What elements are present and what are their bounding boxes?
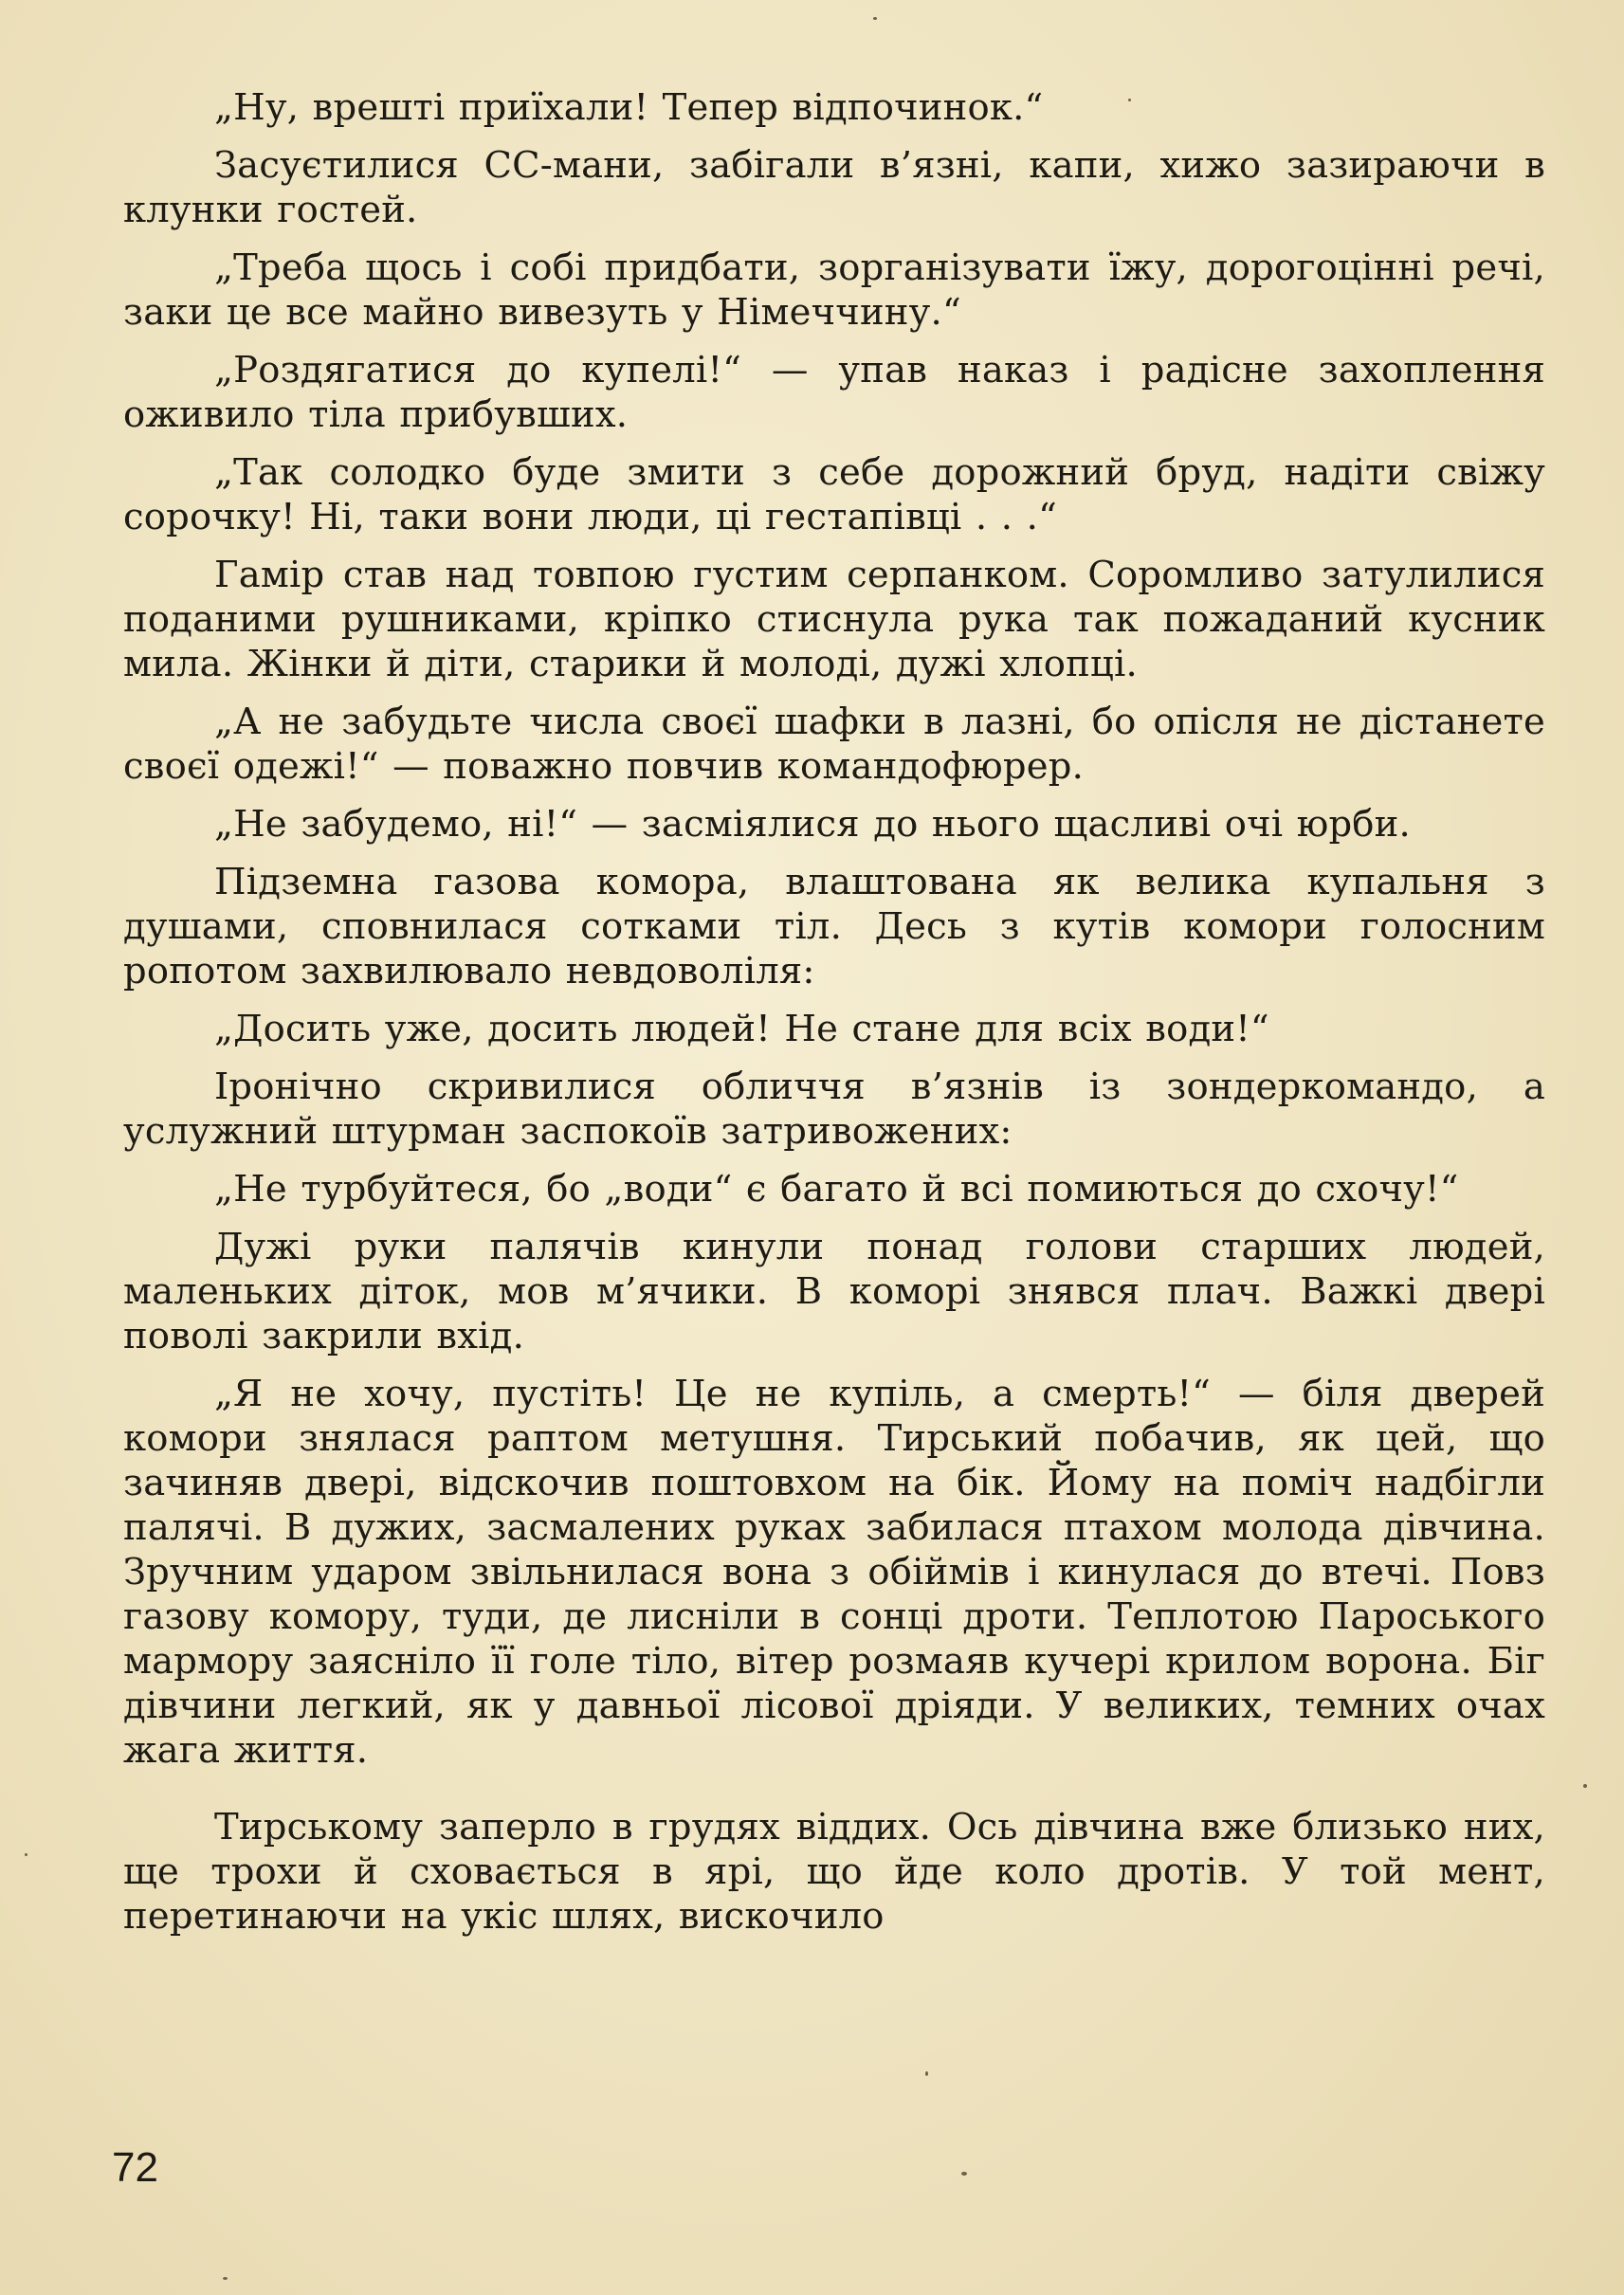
paper-speck [1583,1784,1587,1788]
paper-speck [961,2172,967,2176]
paragraph: Дужі руки палячів кинули понад голови старших людей, маленьких діток, мов м’ячики. В коморі знявся плач. Важкі двері поволі закрили вхід. [123,1226,1545,1357]
body-text [123,85,1545,1952]
paragraph: Засуєтилися СС-мани, забігали в’язні, капи, хижо зазираючи в клунки гостей. [123,144,1545,231]
paragraph: „Не турбуйтеся, бо „води“ є багато й всі помиються до схочу!“ [214,1168,1459,1211]
paragraph: Іронічно скривилися обличчя в’язнів із зондеркомандо, а услужний штурман заспокоїв затривожених: [123,1066,1545,1153]
paragraph: Тирському заперло в грудях віддих. Ось дівчина вже близько них, ще трохи й сховається в ярі, що йде коло дротів. У той мент, перетинаючи на укіс шлях, вискочило [123,1806,1545,1938]
paragraph: „А не забудьте числа своєї шафки в лазні, бо опісля не дістанете своєї одежі!“ — поважно повчив командофюрер. [123,701,1545,788]
paper-speck [925,2071,928,2076]
paragraph: „Так солодко буде змити з себе дорожний бруд, надіти свіжу сорочку! Ні, таки вони люди, ці гестапівці . . .“ [123,451,1545,538]
paragraph: „Треба щось і собі придбати, зорганізувати їжу, дорогоцінні речі, заки це все майно вивезуть у Німеччину.“ [123,246,1545,334]
paragraph: „Роздягатися до купелі!“ — упав наказ і радісне захоплення оживило тіла прибувших. [123,349,1545,436]
paper-speck [25,1853,27,1856]
paragraph: „Досить уже, досить людей! Не стане для всіх води!“ [214,1008,1269,1050]
paragraph: „Я не хочу, пустіть! Це не купіль, а смерть!“ — біля дверей комори знялася раптом метушня. Тирський побачив, як цей, що зачиняв двері, відскочив поштовхом на бік. Йому на поміч надбігли палячі. В дужих, засмалених руках забилася птахом молода дівчина. Зручним ударом звільнилася вона з обіймів і кинулася до втечі. Повз газову комору, туди, де лисніли в сонці дроти. Теплотою Пароського мармору заясніло її голе тіло, вітер розмаяв кучері крилом ворона. Біг дівчини легкий, як у давньої лісової дріяди. У великих, темних очах жага життя. [123,1373,1545,1772]
paragraph: Гамір став над товпою густим серпанком. Соромливо затулилися поданими рушниками, кріпко стиснула рука так пожаданий кусник мила. Жінки й діти, старики й молоді, дужі хлопці. [123,554,1545,685]
page-number: 72 [112,2144,158,2191]
paper-speck [223,2277,228,2280]
paragraph: „Не забудемо, ні!“ — засміялися до нього щасливі очі юрби. [214,803,1411,846]
paragraph: Підземна газова комора, влаштована як велика купальня з душами, сповнилася сотками тіл. Десь з кутів комори голосним ропотом захвилювало невдоволіля: [123,861,1545,993]
paper-speck [1128,99,1131,101]
paper-speck [873,17,877,20]
paragraph: „Ну, врешті приїхали! Тепер відпочинок.“ [214,86,1044,129]
